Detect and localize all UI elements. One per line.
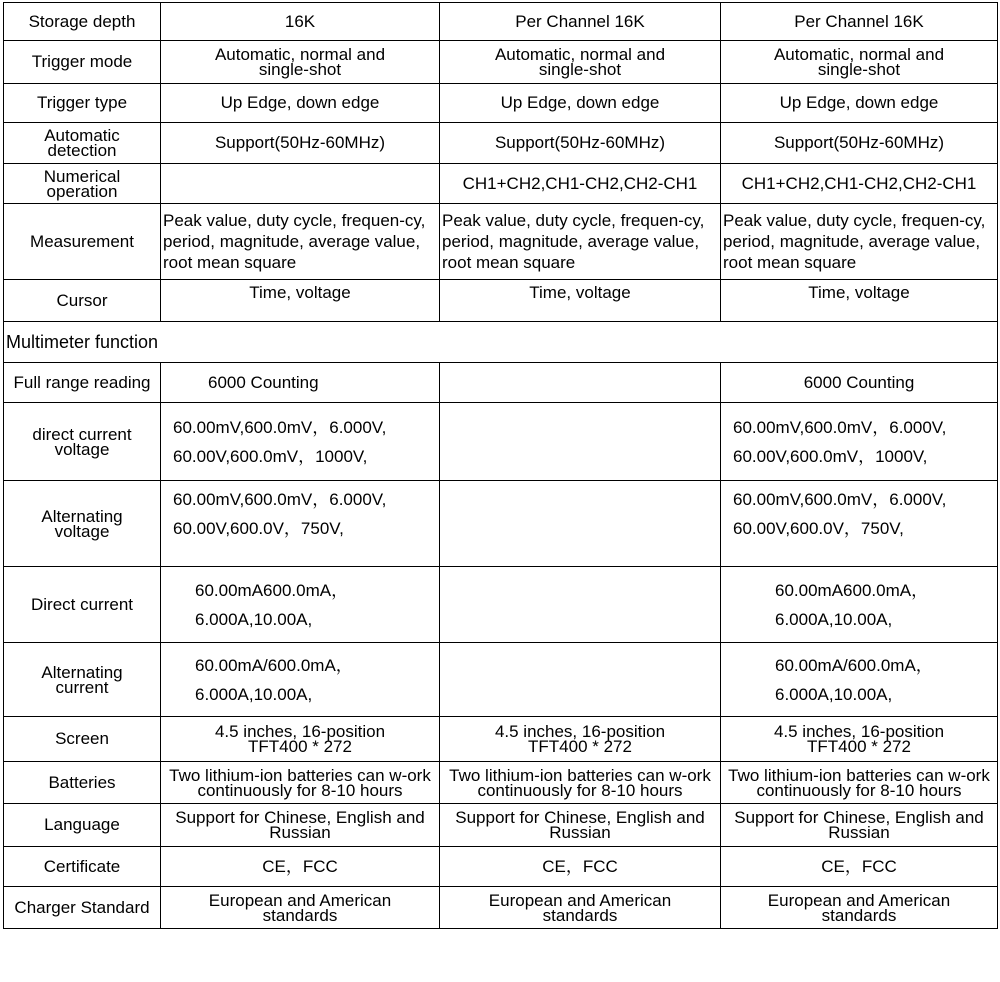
- cell-col1: 60.00mA600.0mA，6.000A,10.00A,: [161, 567, 440, 643]
- cell-col1: European and American standards: [161, 887, 440, 929]
- table-row: [4, 481, 998, 567]
- row-label: Trigger type: [4, 84, 161, 123]
- cell-col2: [440, 481, 721, 567]
- row-label: Trigger mode: [4, 41, 161, 84]
- cell-col2: Support(50Hz-60MHz): [440, 123, 721, 164]
- cell-col3: 60.00mV,600.0mV，6.000V, 60.00V,600.0V，750V,: [721, 481, 998, 567]
- cell-col1: Peak value, duty cycle, frequen-cy, period, magnitude, average value, root mean square: [161, 204, 440, 280]
- row-label: Alternating current: [4, 643, 161, 717]
- table-row: [4, 887, 998, 929]
- table-row: [4, 363, 998, 403]
- cell-col1: Support(50Hz-60MHz): [161, 123, 440, 164]
- cell-col2: Peak value, duty cycle, frequen-cy, period, magnitude, average value, root mean square: [440, 204, 721, 280]
- cell-col1: Two lithium-ion batteries can w-ork continuously for 8-10 hours: [161, 762, 440, 804]
- cell-col3: European and American standards: [721, 887, 998, 929]
- table-row: [4, 717, 998, 762]
- table-row: [4, 762, 998, 804]
- cell-col3: Support(50Hz-60MHz): [721, 123, 998, 164]
- cell-col2: Two lithium-ion batteries can w-ork continuously for 8-10 hours: [440, 762, 721, 804]
- cell-col1: 60.00mA/600.0mA，6.000A,10.00A,: [161, 643, 440, 717]
- cell-col2: [440, 403, 721, 481]
- table-row: [4, 204, 998, 280]
- cell-col1: CE，FCC: [161, 847, 440, 887]
- cell-col2: CE，FCC: [440, 847, 721, 887]
- cell-col1: 60.00mV,600.0mV，6.000V, 60.00V,600.0V，750V,: [161, 481, 440, 567]
- cell-col2: 4.5 inches, 16-position TFT400 * 272: [440, 717, 721, 762]
- section-row: [4, 322, 998, 363]
- table-row: [4, 804, 998, 847]
- cell-col2: Per Channel 16K: [440, 3, 721, 41]
- cell-col1: [161, 164, 440, 204]
- cell-col2: Up Edge, down edge: [440, 84, 721, 123]
- cell-col3: Automatic, normal and single-shot: [721, 41, 998, 84]
- cell-col3: 6000 Counting: [721, 363, 998, 403]
- table-row: [4, 123, 998, 164]
- row-label: Full range reading: [4, 363, 161, 403]
- cell-col1: Time, voltage: [161, 280, 440, 322]
- cell-col3: CE，FCC: [721, 847, 998, 887]
- cell-col2: [440, 643, 721, 717]
- cell-col2: [440, 567, 721, 643]
- cell-col3: CH1+CH2,CH1-CH2,CH2-CH1: [721, 164, 998, 204]
- row-label: Direct current: [4, 567, 161, 643]
- cell-col1: 6000 Counting: [161, 363, 440, 403]
- table-row: [4, 280, 998, 322]
- cell-col1: Up Edge, down edge: [161, 84, 440, 123]
- table-row: [4, 84, 998, 123]
- cell-col3: 4.5 inches, 16-position TFT400 * 272: [721, 717, 998, 762]
- cell-col1: Support for Chinese, English and Russian: [161, 804, 440, 847]
- table-row: [4, 41, 998, 84]
- cell-col3: Support for Chinese, English and Russian: [721, 804, 998, 847]
- row-label: Cursor: [4, 280, 161, 322]
- cell-col2: European and American standards: [440, 887, 721, 929]
- table-row: [4, 3, 998, 41]
- cell-col3: Two lithium-ion batteries can w-ork continuously for 8-10 hours: [721, 762, 998, 804]
- cell-col1: Automatic, normal and single-shot: [161, 41, 440, 84]
- cell-col1: 16K: [161, 3, 440, 41]
- cell-col2: Automatic, normal and single-shot: [440, 41, 721, 84]
- cell-col3: Per Channel 16K: [721, 3, 998, 41]
- cell-col1: 4.5 inches, 16-position TFT400 * 272: [161, 717, 440, 762]
- row-label: Automatic detection: [4, 123, 161, 164]
- row-label: Measurement: [4, 204, 161, 280]
- table-row: [4, 643, 998, 717]
- row-label: Charger Standard: [4, 887, 161, 929]
- cell-col3: 60.00mA600.0mA，6.000A,10.00A,: [721, 567, 998, 643]
- spec-table: [3, 2, 998, 929]
- table-row: [4, 567, 998, 643]
- row-label: Alternating voltage: [4, 481, 161, 567]
- row-label: Numerical operation: [4, 164, 161, 204]
- cell-col3: Up Edge, down edge: [721, 84, 998, 123]
- cell-col3: Time, voltage: [721, 280, 998, 322]
- row-label: Certificate: [4, 847, 161, 887]
- table-row: [4, 403, 998, 481]
- cell-col2: Time, voltage: [440, 280, 721, 322]
- cell-col2: Support for Chinese, English and Russian: [440, 804, 721, 847]
- row-label: Screen: [4, 717, 161, 762]
- cell-col2: CH1+CH2,CH1-CH2,CH2-CH1: [440, 164, 721, 204]
- section-title: Multimeter function: [4, 322, 998, 363]
- cell-col3: 60.00mA/600.0mA，6.000A,10.00A,: [721, 643, 998, 717]
- cell-col3: 60.00mV,600.0mV，6.000V, 60.00V,600.0mV，1000V,: [721, 403, 998, 481]
- row-label: Language: [4, 804, 161, 847]
- table-row: [4, 164, 998, 204]
- row-label: direct current voltage: [4, 403, 161, 481]
- cell-col2: [440, 363, 721, 403]
- cell-col1: 60.00mV,600.0mV，6.000V, 60.00V,600.0mV，1000V,: [161, 403, 440, 481]
- cell-col3: Peak value, duty cycle, frequen-cy, period, magnitude, average value, root mean square: [721, 204, 998, 280]
- table-row: [4, 847, 998, 887]
- row-label: Batteries: [4, 762, 161, 804]
- row-label: Storage depth: [4, 3, 161, 41]
